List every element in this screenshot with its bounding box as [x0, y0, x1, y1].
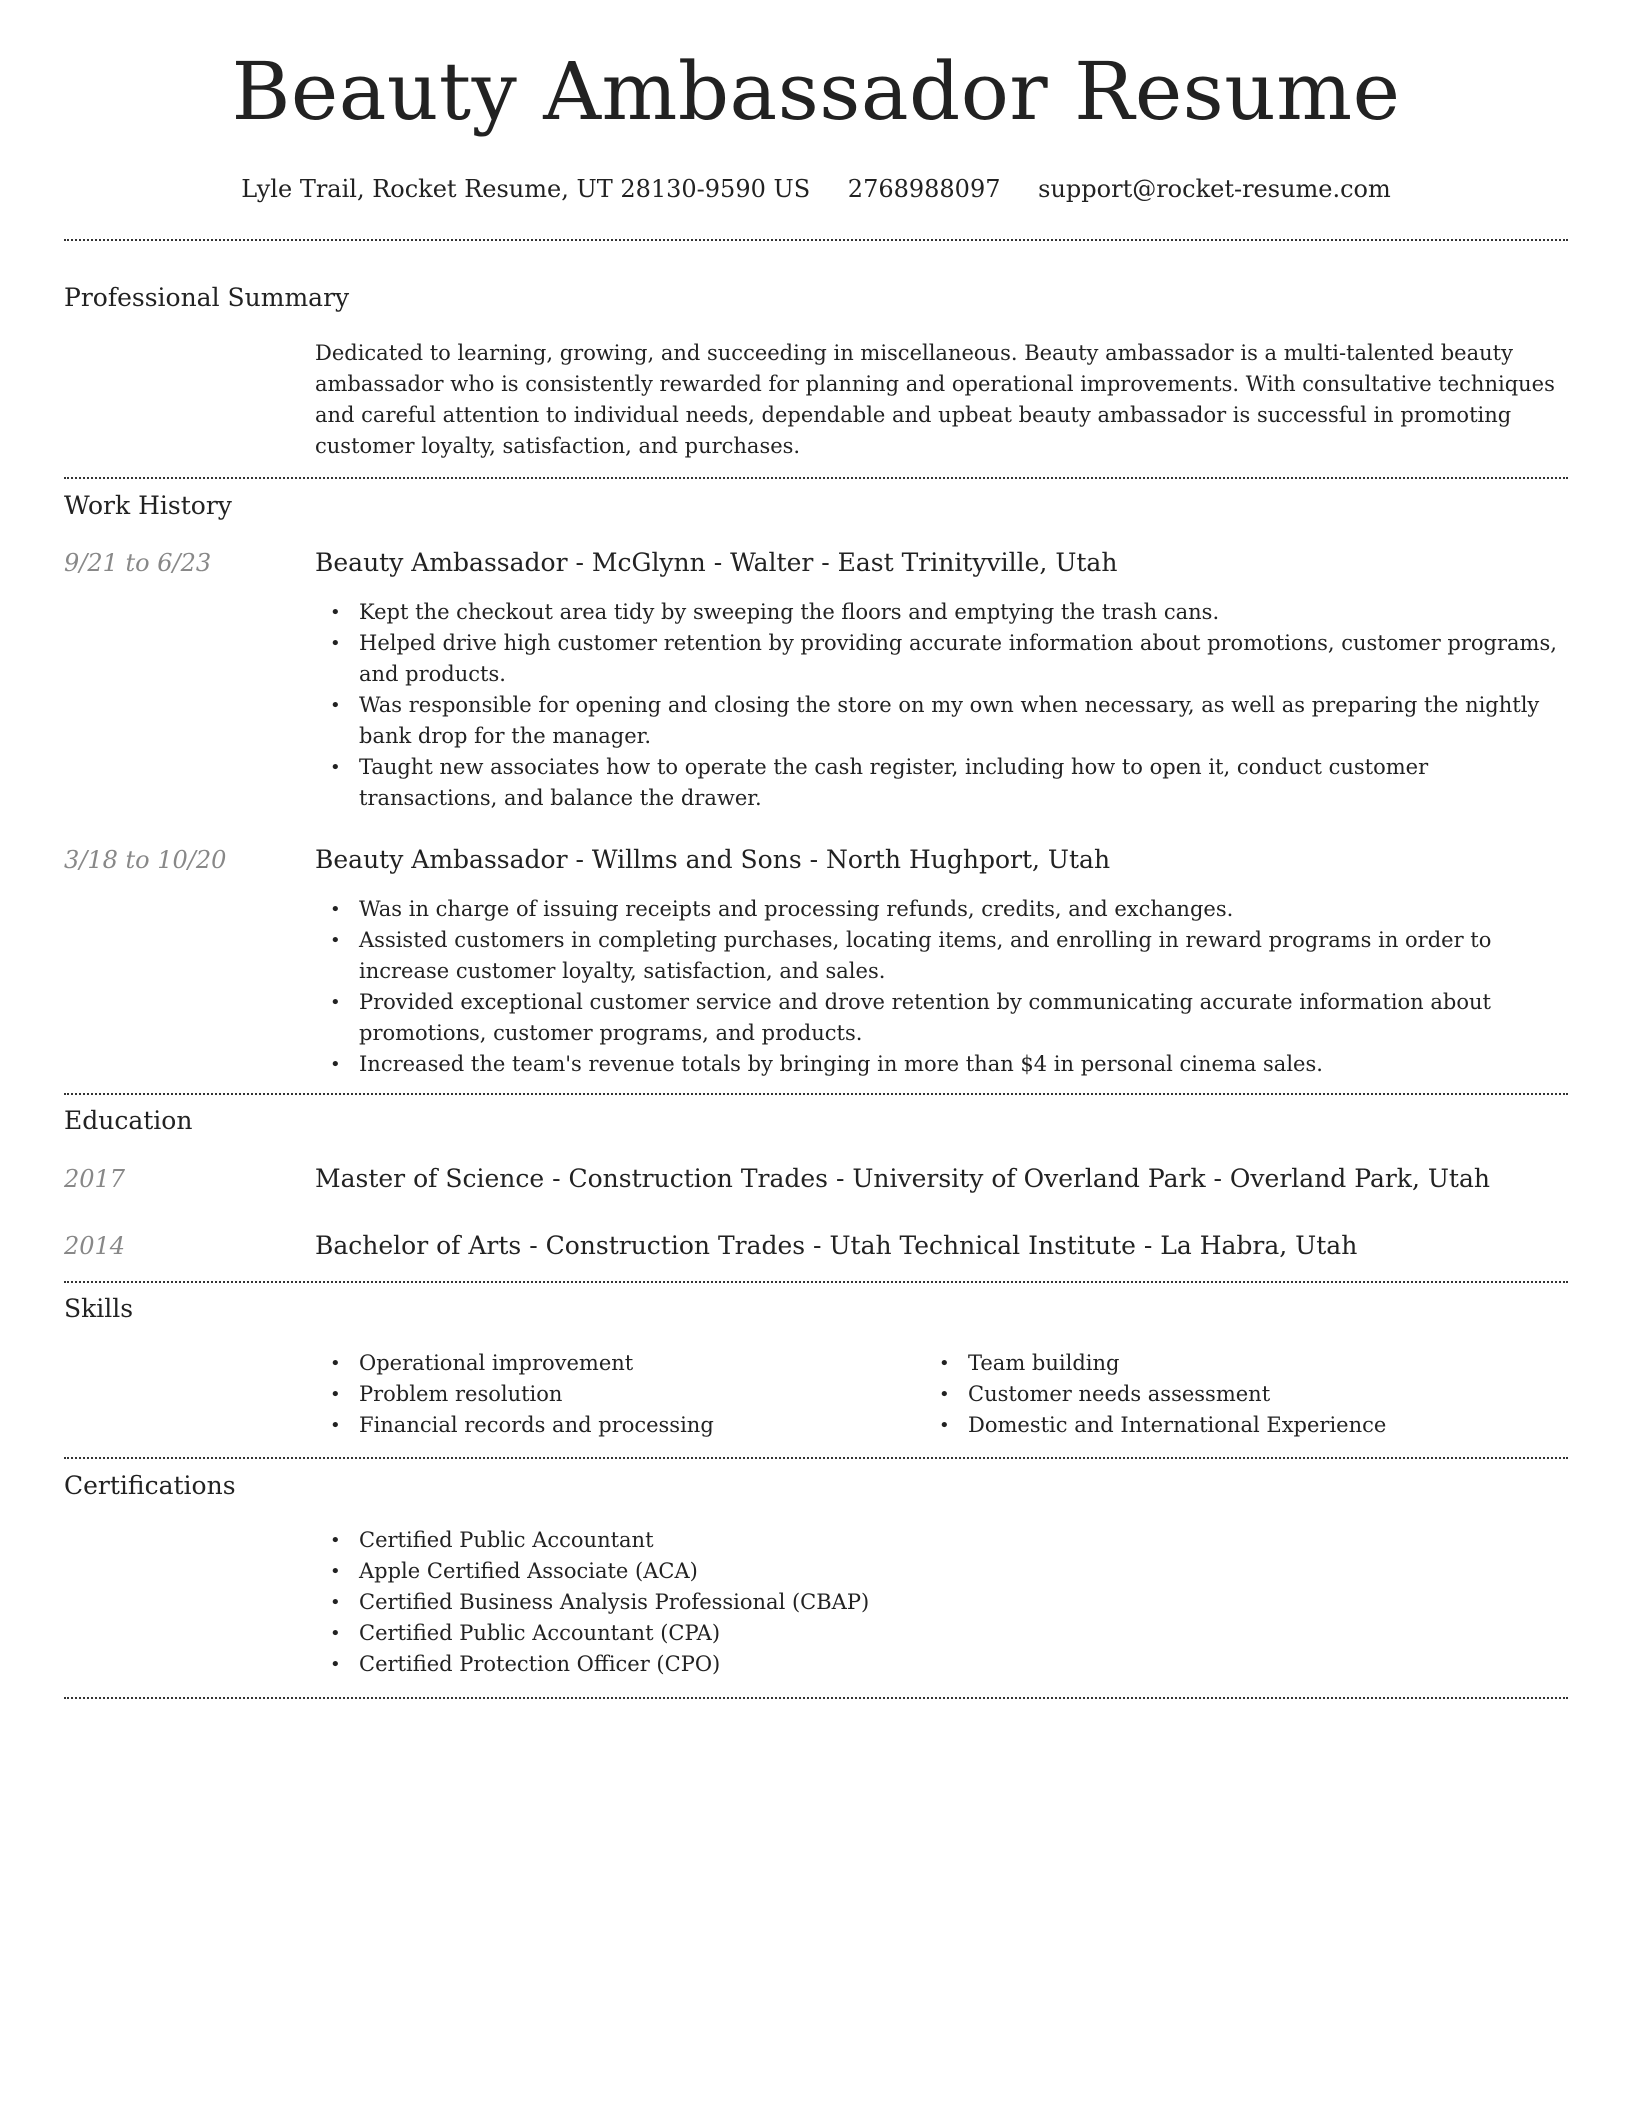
divider [64, 477, 1568, 479]
education-school: - Utah Technical Institute - La Habra, Utah [805, 1231, 1358, 1260]
job-dates: 9/21 to 6/23 [64, 549, 212, 577]
list-item: • Certified Business Analysis Professional (CBAP) [315, 1587, 1570, 1618]
education-entry [315, 1163, 1570, 1195]
list-item: • Increased the team's revenue totals by bringing in more than $4 in personal cinema sales. [315, 1049, 1570, 1080]
job-bullets [315, 597, 1570, 814]
education-entry [315, 1230, 1570, 1262]
divider [64, 1697, 1568, 1699]
job-bullets [315, 894, 1570, 1080]
contact-phone: 2768988097 [847, 175, 1001, 203]
list-item: • Operational improvement [315, 1348, 915, 1379]
skills-list-right [924, 1348, 1564, 1441]
skills-list-left [315, 1348, 915, 1441]
list-item: • Was responsible for opening and closing the store on my own when necessary, as well as preparing the nightly bank drop for the manager. [315, 690, 1570, 752]
list-item: • Team building [924, 1348, 1564, 1379]
section-heading-skills: Skills [64, 1294, 134, 1323]
resume-title: Beauty Ambassador Resume [231, 45, 1401, 138]
section-heading-work: Work History [64, 491, 232, 520]
divider [64, 1093, 1568, 1095]
education-year: 2017 [64, 1165, 126, 1193]
list-item: • Provided exceptional customer service and drove retention by communicating accurate information about promotions, customer programs, and products. [315, 987, 1570, 1049]
job-title: Beauty Ambassador - McGlynn - Walter - East Trinityville, Utah [315, 548, 1118, 577]
list-item: • Customer needs assessment [924, 1379, 1564, 1410]
section-heading-education: Education [64, 1106, 193, 1135]
list-item: • Kept the checkout area tidy by sweeping the floors and emptying the trash cans. [315, 597, 1570, 628]
list-item: • Was in charge of issuing receipts and processing refunds, credits, and exchanges. [315, 894, 1570, 925]
list-item: • Certified Public Accountant [315, 1525, 1570, 1556]
divider [64, 239, 1568, 241]
list-item: • Domestic and International Experience [924, 1410, 1564, 1441]
job-title: Beauty Ambassador - Willms and Sons - North Hughport, Utah [315, 845, 1111, 874]
list-item: • Helped drive high customer retention by providing accurate information about promotions, customer programs, and products. [315, 628, 1570, 690]
list-item: • Financial records and processing [315, 1410, 915, 1441]
list-item: • Problem resolution [315, 1379, 915, 1410]
divider [64, 1457, 1568, 1459]
summary-text: Dedicated to learning, growing, and succeeding in miscellaneous. Beauty ambassador is a multi-talented beauty ambassador who is consistently rewarded for planning and operational improvements. With consultative techniques and careful attention to individual needs, dependable and upbeat beauty ambassador is successful in promoting customer loyalty, satisfaction, and purchases. [315, 341, 1555, 458]
contact-line [0, 173, 1632, 205]
list-item: • Taught new associates how to operate the cash register, including how to open it, conduct customer transactions, and balance the drawer. [315, 752, 1570, 814]
divider [64, 1281, 1568, 1283]
education-degree: Bachelor of Arts - Construction Trades [315, 1231, 806, 1260]
section-heading-certifications: Certifications [64, 1471, 236, 1500]
education-year: 2014 [64, 1232, 126, 1260]
section-heading-summary: Professional Summary [64, 283, 350, 312]
job-dates: 3/18 to 10/20 [64, 846, 227, 874]
list-item: • Apple Certified Associate (ACA) [315, 1556, 1570, 1587]
certifications-list [315, 1525, 1570, 1680]
list-item: • Certified Protection Officer (CPO) [315, 1649, 1570, 1680]
education-school: - University of Overland Park - Overland Park, Utah [828, 1164, 1490, 1193]
education-degree: Master of Science - Construction Trades [315, 1164, 828, 1193]
contact-address: Lyle Trail, Rocket Resume, UT 28130-9590 US [241, 175, 811, 203]
contact-email[interactable]: support@rocket-resume.com [1038, 175, 1391, 203]
list-item: • Certified Public Accountant (CPA) [315, 1618, 1570, 1649]
list-item: • Assisted customers in completing purchases, locating items, and enrolling in reward programs in order to increase customer loyalty, satisfaction, and sales. [315, 925, 1570, 987]
